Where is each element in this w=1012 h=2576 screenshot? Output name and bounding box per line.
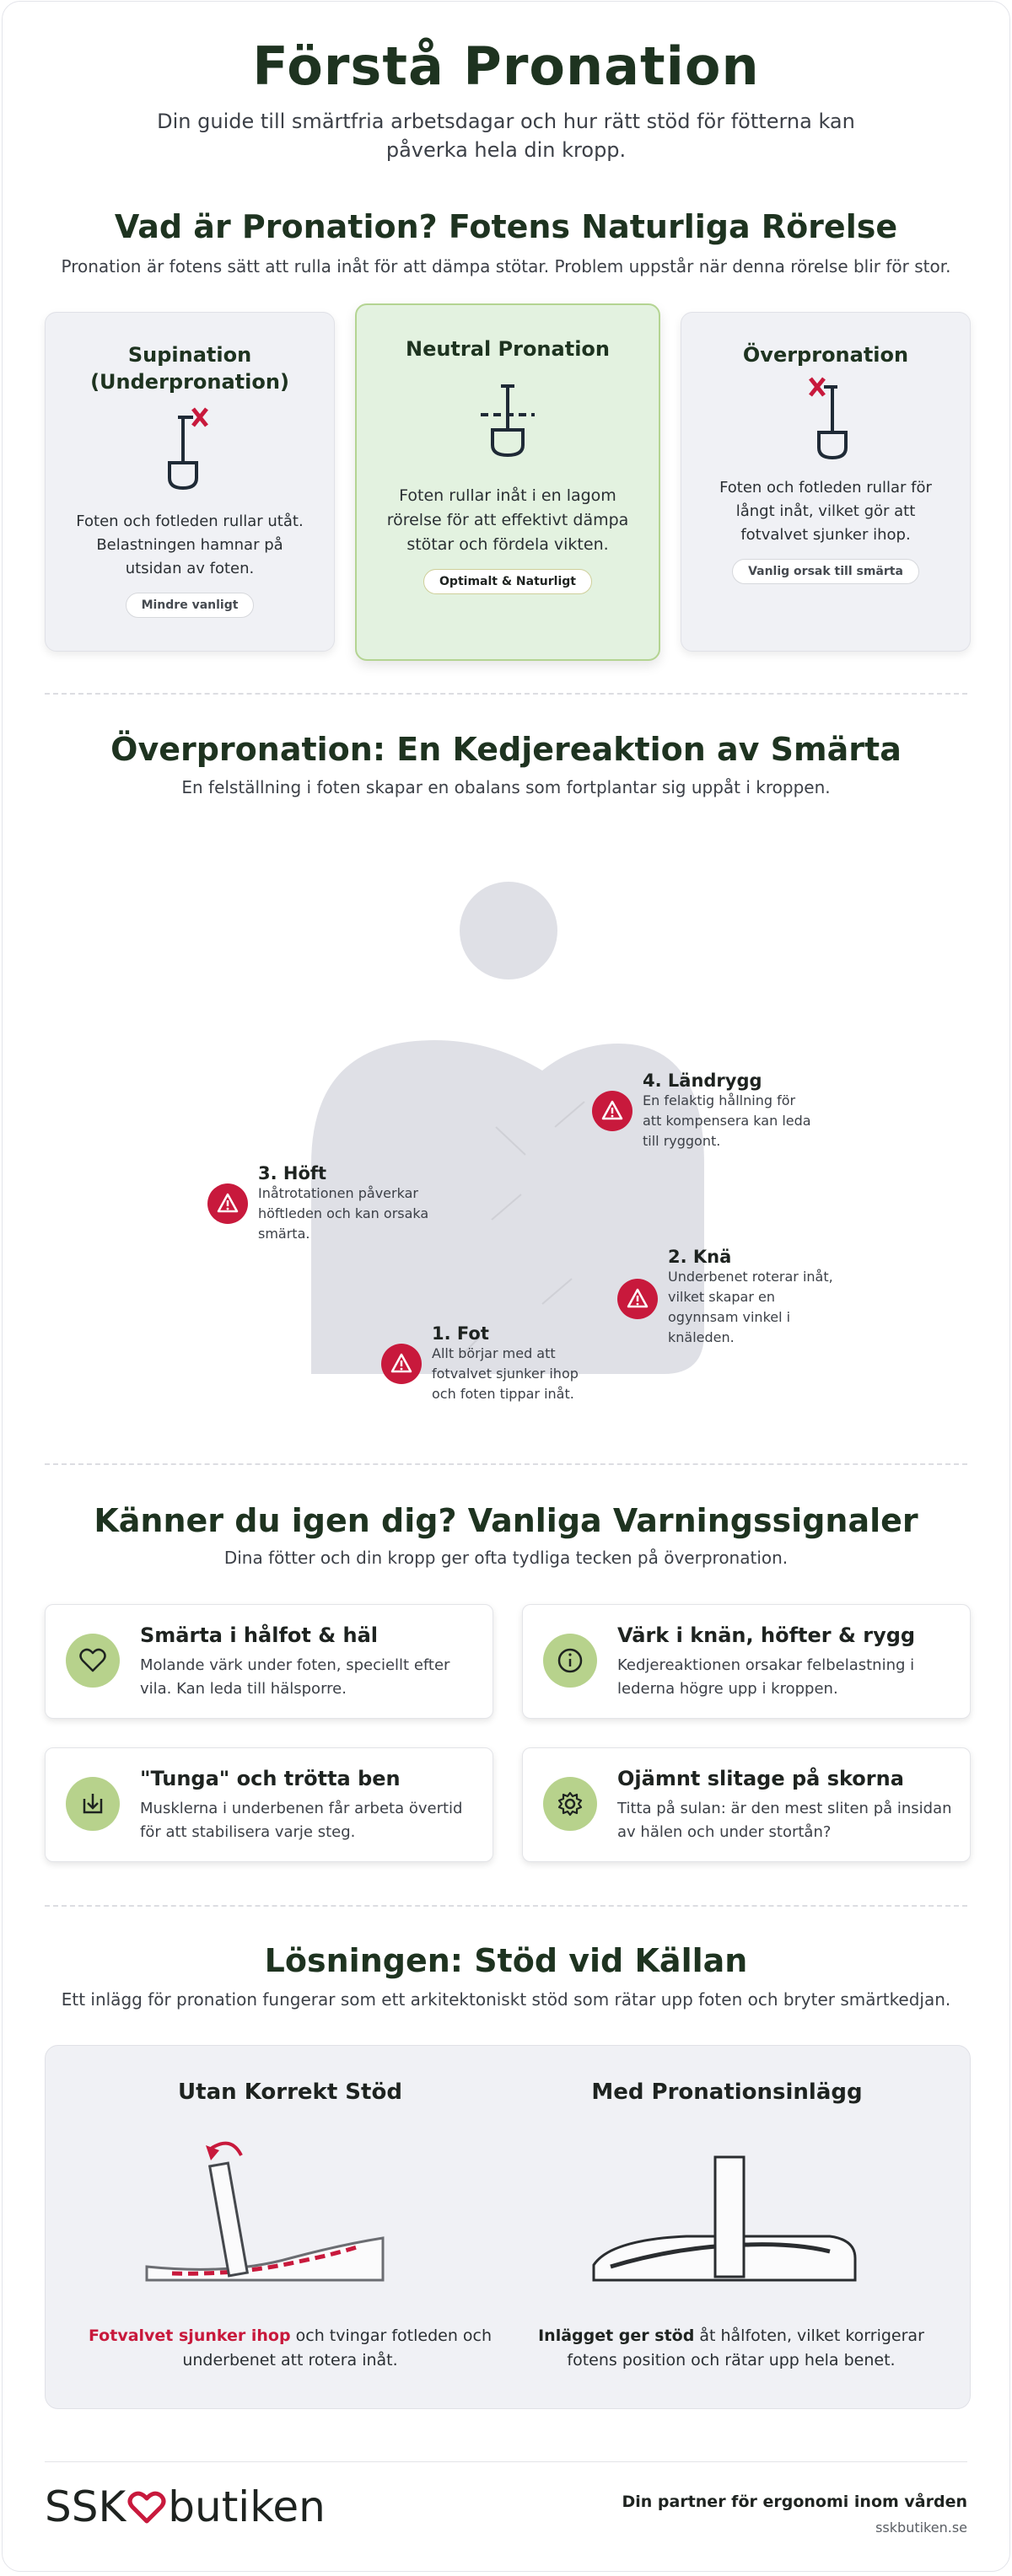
section1-title: Vad är Pronation? Fotens Naturliga Rörelse [114,208,898,245]
zone-foot-desc: Allt börjar med att fotvalvet sjunker ihop och foten tippar inåt. [432,1345,579,1402]
section3-subtitle: Dina fötter och din kropp ger ofta tydliga tecken på överpronation. [223,1548,789,1568]
solution-right-title: Med Pronationsinlägg [591,2080,863,2105]
warning-icon [207,1183,248,1224]
solution-right-caption [533,2324,929,2373]
gear-icon [543,1777,597,1831]
section-divider [45,1905,967,1907]
solution-box [45,2045,971,2409]
right-caption-rest: åt hålfoten, vilket korrigerar fotens position och rätar upp hela benet. [567,2326,924,2369]
card-neutral-badge: Optimalt & Naturligt [423,569,592,594]
heart-icon [66,1634,120,1688]
card-neutral-title: Neutral Pronation [405,337,610,361]
card-overpronation-title: Överpronation [742,343,909,367]
zone-foot [432,1323,592,1404]
signal-desc: Titta på sulan: är den mest sliten på insidan av hälen och under stortån? [617,1800,952,1841]
footer-divider [45,2461,967,2462]
zone-lumbar-title: 4. Ländrygg [643,1071,762,1091]
section2-subtitle: En felställning i foten skapar en obalans som fortplantar sig uppåt i kroppen. [181,777,831,797]
card-supination-desc: Foten och fotleden rullar utåt. Belastningen hamnar på utsidan av foten. [76,513,304,577]
info-icon [543,1634,597,1688]
signal-title: "Tunga" och trötta ben [140,1767,401,1790]
warning-icon [617,1279,658,1319]
card-supination-title: Supination (Underpronation) [90,343,289,394]
ssk-logo[interactable] [45,2480,326,2534]
section4-title: Lösningen: Stöd vid Källan [264,1942,748,1979]
signal-title: Smärta i hålfot & häl [140,1623,378,1647]
signal-card [45,1604,493,1719]
signal-card [45,1747,493,1862]
zone-knee-desc: Underbenet roterar inåt, vilket skapar en ogynnsam vinkel i knäleden. [668,1269,833,1345]
supported-foot-diagram [577,2140,880,2292]
warning-icon [381,1344,422,1384]
right-caption-bold: Inlägget ger stöd [538,2326,695,2345]
section2-title: Överpronation: En Kedjereaktion av Smärta [110,731,902,768]
page-title: Förstå Pronation [252,35,760,97]
left-caption-bold: Fotvalvet sjunker ihop [88,2326,291,2345]
section3-title: Känner du igen dig? Vanliga Varningssignaler [94,1502,918,1539]
section-divider [45,1463,967,1465]
signal-desc: Molande värk under foten, speciellt efter vila. Kan leda till hälsporre. [140,1656,450,1698]
section4-subtitle: Ett inlägg för pronation fungerar som ett arkitektoniskt stöd som rätar upp foten och bryter smärtkedjan. [61,1989,951,2010]
unsupported-foot-diagram [138,2140,442,2292]
signal-title: Ojämnt slitage på skorna [617,1767,904,1790]
card-neutral-desc: Foten rullar inåt i en lagom rörelse för att effektivt dämpa stötar och fördela vikten. [386,486,629,554]
signal-card [522,1604,971,1719]
left-caption-rest: och tvingar fotleden och underbenet att rotera inåt. [182,2326,493,2369]
zone-hip-desc: Inåtrotationen påverkar höftleden och kan orsaka smärta. [258,1185,429,1242]
logo-text-right: butiken [168,2482,326,2531]
solution-left-caption [79,2324,501,2373]
heart-logo-icon [126,2486,168,2528]
zone-knee-title: 2. Knä [668,1247,732,1267]
warning-icon [592,1091,632,1131]
zone-foot-title: 1. Fot [432,1323,489,1344]
solution-left-title: Utan Korrekt Stöd [178,2080,402,2105]
zone-lumbar [643,1071,811,1151]
card-overpronation-desc: Foten och fotleden rullar för långt inåt, vilket gör att fotvalvet sjunker ihop. [719,479,932,544]
signal-card [522,1747,971,1862]
card-overpronation-badge: Vanlig orsak till smärta [732,559,919,584]
infographic-page [2,1,1010,2572]
download-box-icon [66,1777,120,1831]
zone-lumbar-desc: En felaktig hållning för att kompensera kan leda till ryggont. [643,1092,811,1149]
signal-desc: Kedjereaktionen orsakar felbelastning i lederna högre upp i kroppen. [617,1656,915,1698]
page-subtitle: Din guide till smärtfria arbetsdagar och hur rätt stöd för fötterna kan påverka hela din kropp. [157,110,855,162]
signal-desc: Musklerna i underbenen får arbeta övertid för att stabilisera varje steg. [140,1800,463,1841]
card-supination-badge: Mindre vanligt [126,593,255,618]
footer-site-link[interactable]: sskbutiken.se [875,2520,967,2536]
section1-subtitle: Pronation är fotens sätt att rulla inåt för att dämpa stötar. Problem uppstår när denna rörelse blir för stor. [61,256,951,276]
zone-hip-title: 3. Höft [258,1163,327,1183]
body-silhouette [3,2,1011,1452]
logo-text-left: SSK [45,2482,126,2531]
signal-title: Värk i knän, höfter & rygg [617,1623,916,1647]
zone-hip [258,1163,435,1244]
zone-knee [668,1247,845,1348]
footer-tagline: Din partner för ergonomi inom vården [622,2493,967,2511]
